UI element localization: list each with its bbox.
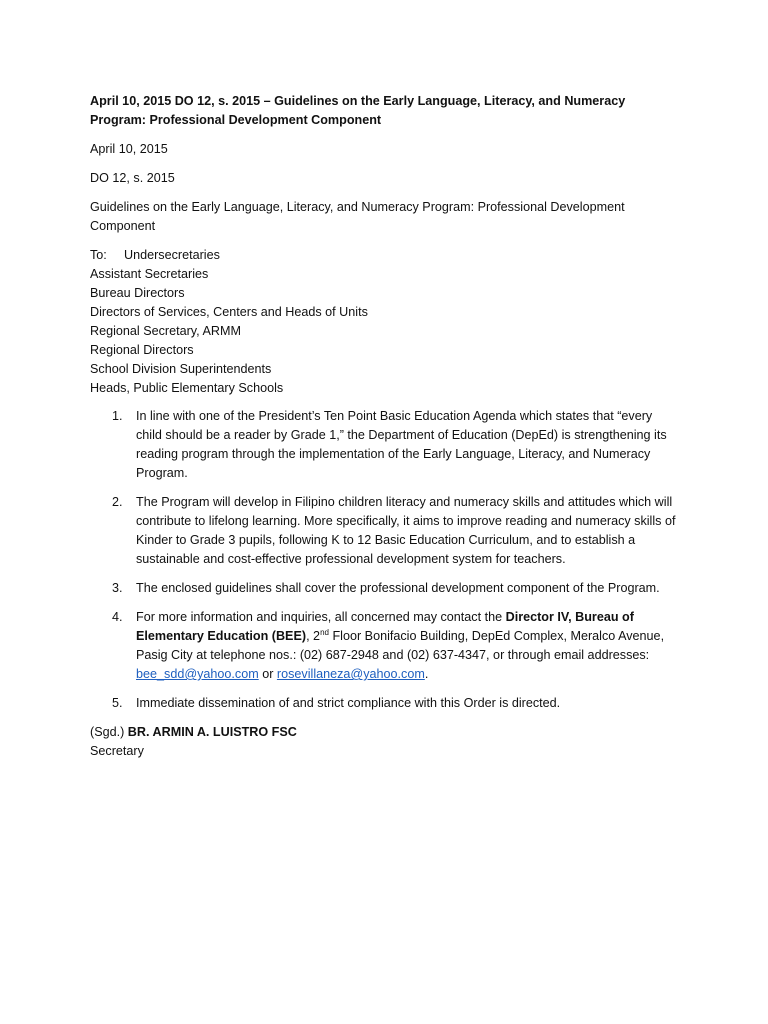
recipient-row — [90, 246, 678, 265]
recipient-item: Assistant Secretaries — [90, 267, 209, 281]
email-link-villaneza[interactable]: rosevillaneza@yahoo.com — [276, 667, 425, 681]
list-item-text: In line with one of the President’s Ten Point Basic Education Agenda which states that “every child should be a reader by Grade 1,” the Department of Education (DepEd) is strengthening its reading program through the implementation of the Early Language, Literacy, and Numeracy Program. — [136, 409, 667, 480]
recipient-item: Heads, Public Elementary Schools — [90, 381, 284, 395]
list-item-text: The Program will develop in Filipino children literacy and numeracy skills and attitudes which will contribute to lifelong learning. More specifically, it aims to improve reading and numeracy skills of Kinder to Grade 3 pupils, following K to 12 Basic Education Curriculum, and to establish a sustainable and cost-effective professional development system for teachers. — [136, 495, 676, 566]
list-item-text — [136, 610, 664, 681]
list-item-text: Immediate dissemination of and strict compliance with this Order is directed. — [136, 696, 561, 710]
list-item-number: 4. — [112, 610, 123, 624]
list-item — [90, 608, 678, 684]
contact-intro: For more information and inquiries, all concerned may contact the — [136, 610, 506, 624]
contact-end: . — [424, 667, 429, 681]
list-item-number: 3. — [112, 581, 123, 595]
recipient-item: Undersecretaries — [124, 248, 220, 262]
signatory-name: BR. ARMIN A. LUISTRO FSC — [127, 725, 297, 739]
recipient-item: Regional Directors — [90, 343, 194, 357]
order-date: April 10, 2015 — [90, 142, 168, 156]
recipient-item: Regional Secretary, ARMM — [90, 324, 241, 338]
document-title: April 10, 2015 DO 12, s. 2015 – Guidelines on the Early Language, Literacy, and Numeracy Program: Professional Development Component — [90, 94, 626, 127]
contact-office: Director IV, Bureau of Elementary Education (BEE) — [136, 610, 634, 643]
list-item — [90, 493, 678, 569]
signatory-line — [90, 723, 678, 742]
order-subject: Guidelines on the Early Language, Literacy, and Numeracy Program: Professional Development Component — [90, 200, 625, 233]
list-item — [90, 579, 678, 598]
signatory-position: Secretary — [90, 744, 144, 758]
contact-details: Floor Bonifacio Building, DepEd Complex, Meralco Avenue, Pasig City at telephone nos.: (02) 687-2948 and (02) 637-4347, or through email addresses: — [136, 629, 665, 662]
order-items-list — [90, 407, 678, 713]
order-number: DO 12, s. 2015 — [90, 171, 175, 185]
list-item-text: The enclosed guidelines shall cover the professional development component of the Program. — [136, 581, 660, 595]
contact-or: or — [258, 667, 277, 681]
recipient-item: School Division Superintendents — [90, 362, 272, 376]
recipients-block — [90, 246, 678, 398]
signature-prefix: (Sgd.) — [90, 725, 128, 739]
recipient-item: Bureau Directors — [90, 286, 185, 300]
list-item-number: 5. — [112, 696, 123, 710]
list-item — [90, 694, 678, 713]
list-item-number: 2. — [112, 495, 123, 509]
recipient-item: Directors of Services, Centers and Heads of Units — [90, 305, 368, 319]
signature-block — [90, 723, 678, 761]
list-item — [90, 407, 678, 483]
email-link-bee[interactable]: bee_sdd@yahoo.com — [136, 667, 259, 681]
list-item-number: 1. — [112, 409, 123, 423]
to-label: To: — [90, 248, 107, 262]
ordinal-suffix: nd — [320, 627, 329, 637]
contact-floor: , 2 — [306, 629, 321, 643]
